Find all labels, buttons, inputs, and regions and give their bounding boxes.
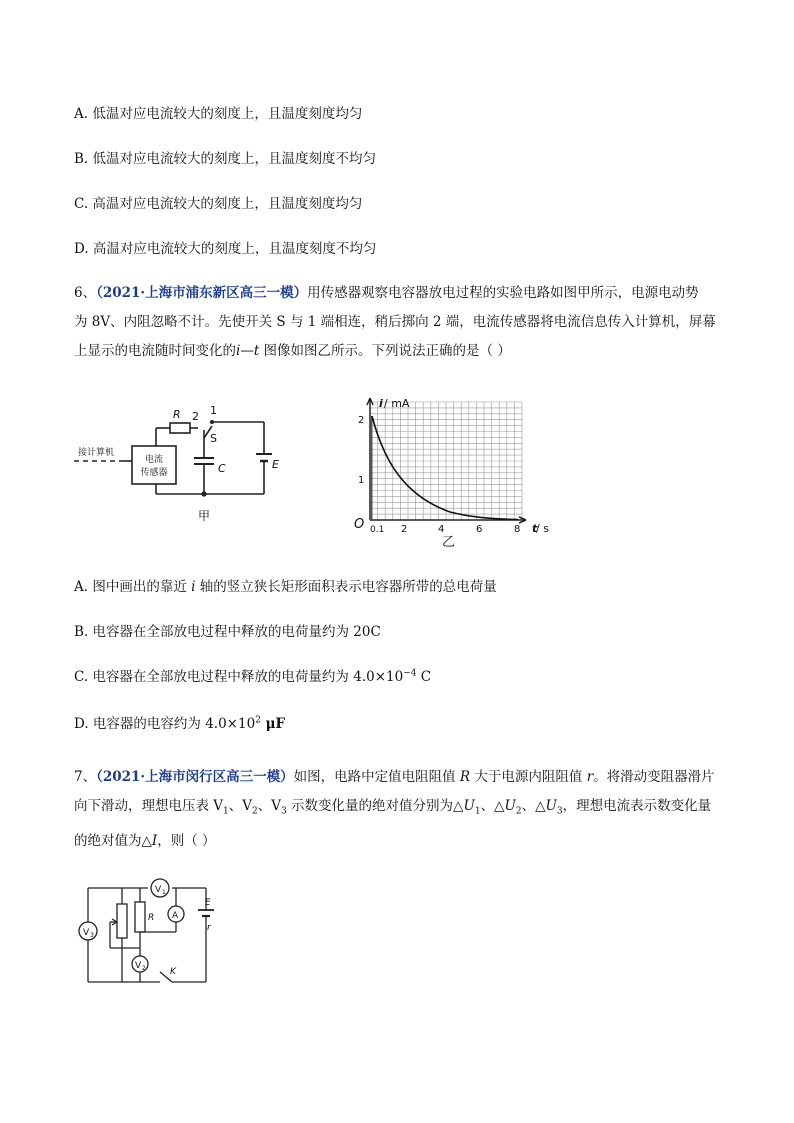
q7-text: 的绝对值为△ (74, 832, 152, 849)
xtick-6: 6 (476, 524, 483, 535)
q7-text: ，则（ ） (157, 832, 216, 849)
q6-option-a (74, 575, 497, 595)
q6-stem (74, 279, 734, 366)
q7-sub: 3 (281, 806, 287, 817)
q7-text: 、V (257, 798, 282, 814)
label-R: R (173, 408, 181, 421)
q7-text: 向下滑动，理想电压表 V (74, 798, 224, 814)
ytick-1: 1 (358, 475, 365, 486)
q6-figure-circuit (70, 400, 290, 540)
q7-text: 、△ (480, 798, 505, 814)
q7-text: 、△ (521, 798, 546, 814)
xlabel-unit: / s (536, 522, 549, 535)
label-S: S (210, 432, 217, 445)
q6-stem-line2: 为 8V、内阻忽略不计。先使开关 S 与 1 端相连，稍后掷向 2 端，电流传感器将电流信息传入计算机，屏幕 (74, 314, 716, 330)
ylabel-i: i (379, 397, 383, 410)
q6-number: 6、 (74, 285, 97, 301)
q6-option-b: B. 电容器在全部放电过程中释放的电荷量约为 20C (74, 624, 381, 640)
q7-text: 示数变化量的绝对值分别为△ (286, 798, 464, 814)
q7-text: 、V (228, 798, 253, 814)
ytick-2: 2 (358, 415, 365, 426)
caption-yi: 乙 (442, 535, 456, 550)
caption-jia: 甲 (198, 509, 211, 523)
q7-number: 7、 (74, 769, 97, 785)
emf-E-label: E (205, 898, 211, 908)
switch-K-label: K (170, 967, 176, 977)
voltmeter-V3: V (83, 928, 90, 938)
internal-r-label: r (207, 923, 211, 933)
q7-sub: 1 (474, 806, 481, 817)
q7-source: （2021·上海市闵行区高三一模） (96, 769, 294, 785)
label-sensor-2: 传感器 (140, 468, 168, 478)
voltmeter-V1-sub: 1 (162, 889, 166, 896)
origin-O: O (354, 517, 365, 532)
q6-option-d (74, 712, 285, 732)
q5-option-b: B. 低温对应电流较大的刻度上，且温度刻度不均匀 (74, 151, 377, 167)
xtick-2: 2 (401, 524, 408, 535)
q6-option-c-exp: −4 (403, 668, 417, 679)
q7-var-U: U (463, 798, 475, 814)
ylabel-unit: / mA (384, 397, 410, 410)
q7-sub: 2 (252, 806, 258, 817)
xtick-8: 8 (514, 524, 521, 535)
q7-text: 大于电源内阻阻值 (470, 769, 587, 785)
voltmeter-V1: V (155, 885, 162, 895)
q5-option-d: D. 高温对应电流较大的刻度上，且温度刻度不均匀 (74, 241, 377, 257)
q6-option-d-text2: μF (260, 716, 286, 732)
q6-option-c-text2: C (416, 669, 432, 685)
q7-var-r: r (586, 769, 594, 785)
xlabel-t: t (532, 522, 538, 535)
label-sensor-1: 电流 (144, 455, 164, 465)
q6-dash: — (240, 343, 254, 359)
q6-source: （2021·上海市浦东新区高三一模） (96, 285, 308, 301)
label-pos-2: 2 (192, 410, 199, 423)
resistor-R-label: R (148, 913, 155, 923)
q6-option-d-text1: D. 电容器的电容约为 4.0×10 (74, 716, 256, 732)
label-pos-1: 1 (210, 404, 217, 417)
q6-option-a-text2: 轴的竖立狭长矩形面积表示电容器所带的总电荷量 (195, 579, 497, 595)
q6-option-c-text1: C. 电容器在全部放电过程中释放的电荷量约为 4.0×10 (74, 669, 404, 685)
q7-text: 如图，电路中定值电阻阻值 (293, 769, 460, 785)
q7-sub: 2 (515, 806, 522, 817)
q7-sub: 3 (556, 806, 563, 817)
voltmeter-V2-sub: 2 (142, 965, 146, 972)
q7-text: 。将滑动变阻器滑片 (593, 769, 715, 785)
xtick-0.1: 0.1 (370, 525, 385, 535)
xtick-4: 4 (438, 524, 445, 535)
q6-figure-graph (350, 392, 560, 550)
q7-var-U: U (504, 798, 516, 814)
label-E: E (272, 458, 279, 471)
q6-var-t: t (253, 343, 260, 359)
q7-var-R: R (459, 769, 471, 785)
q5-option-a: A. 低温对应电流较大的刻度上，且温度刻度均匀 (74, 106, 363, 122)
q7-var-U: U (545, 798, 557, 814)
voltmeter-V3-sub: 3 (90, 932, 94, 939)
ammeter-A: A (172, 911, 179, 921)
voltmeter-V2: V (135, 961, 142, 971)
q6-option-a-var: i (191, 579, 196, 595)
graph-grid (370, 402, 522, 520)
q7-sub: 1 (223, 806, 229, 817)
q6-stem-line1: 用传感器观察电容器放电过程的实验电路如图甲所示，电源电动势 (307, 285, 699, 301)
q7-text: ，理想电流表示数变化量 (562, 798, 712, 814)
q7-stem (74, 763, 734, 856)
label-computer: 接计算机 (78, 448, 115, 458)
q6-option-a-text1: A. 图中画出的靠近 (74, 579, 192, 595)
q7-var-I: I (151, 832, 158, 849)
q6-stem-line3b: 图像如图乙所示。下列说法正确的是（ ） (259, 343, 511, 359)
q7-figure-circuit (72, 870, 232, 990)
label-C: C (218, 462, 226, 475)
q5-option-c: C. 高温对应电流较大的刻度上，且温度刻度均匀 (74, 196, 363, 212)
q6-stem-line3a: 上显示的电流随时间变化的 (74, 343, 236, 359)
q6-option-d-exp: 2 (255, 715, 261, 726)
q6-var-i: i (236, 343, 241, 359)
q6-option-c (74, 665, 431, 685)
narrow-rectangle (370, 416, 373, 520)
